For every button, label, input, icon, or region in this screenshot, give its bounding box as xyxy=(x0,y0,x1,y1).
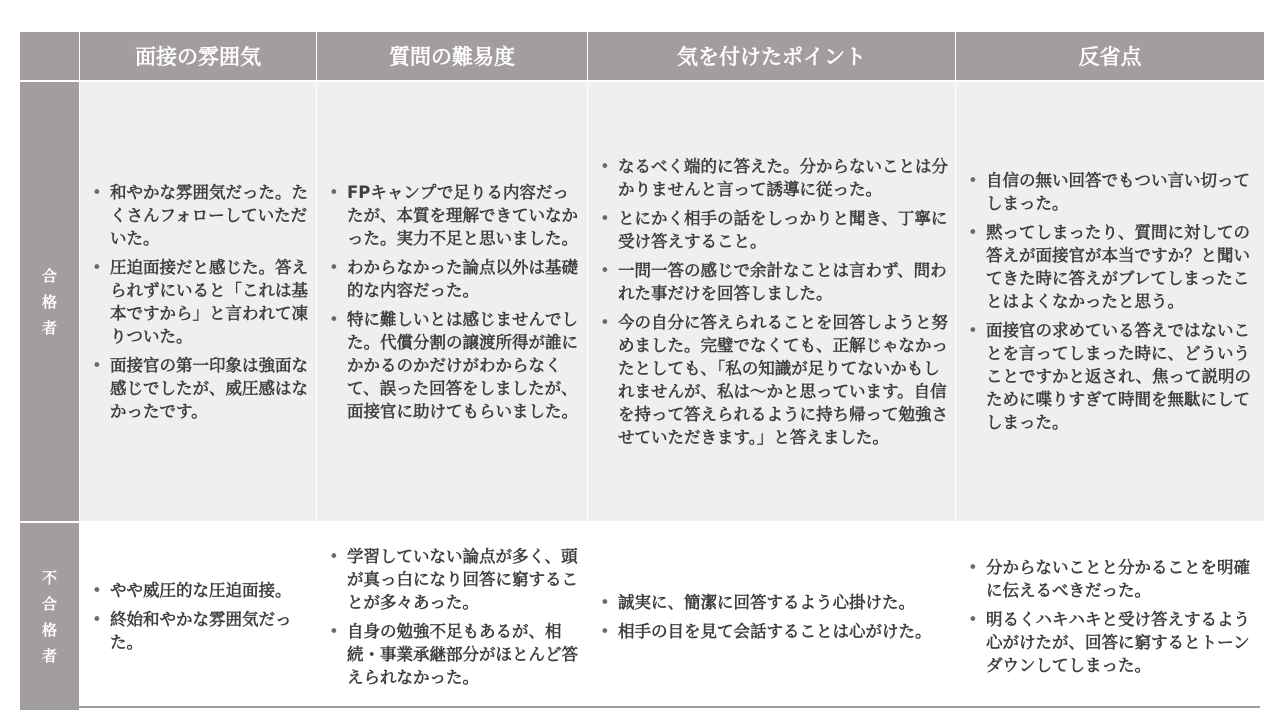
table-bottom-border xyxy=(20,706,1260,708)
cell-passed-points xyxy=(588,82,955,521)
header-points: 気を付けたポイント xyxy=(588,32,955,80)
row-label-char: 者 xyxy=(41,318,57,337)
row-label-char: 不 xyxy=(41,568,57,587)
header-corner-cell xyxy=(20,32,79,80)
interview-table xyxy=(20,32,1260,706)
list-item: • 誠実に、簡潔に回答するよう心掛けた。 xyxy=(596,591,949,614)
cell-passed-reflection xyxy=(956,82,1264,521)
cell-failed-reflection xyxy=(956,523,1264,710)
list-item: • 面接官の求めている答えではないことを言ってしまった時に、どういうことですかと返され、焦って説明のために喋りすぎて時間を無駄にしてしまった。 xyxy=(964,319,1258,434)
header-reflection: 反省点 xyxy=(956,32,1264,80)
row-label-char: 合 xyxy=(41,594,57,613)
cell-failed-difficulty xyxy=(317,523,587,710)
row-label-passed xyxy=(20,82,79,521)
list-item: • 相手の目を見て会話することは心がけた。 xyxy=(596,620,949,643)
list-item: • やや威圧的な圧迫面接。 xyxy=(88,579,310,602)
cell-passed-atmosphere xyxy=(80,82,316,521)
cell-failed-points xyxy=(588,523,955,710)
list-item: • 自信の無い回答でもつい言い切ってしまった。 xyxy=(964,169,1258,215)
list-item: • 一問一答の感じで余計なことは言わず、問われた事だけを回答しました。 xyxy=(596,259,949,305)
list-item: • 学習していない論点が多く、頭が真っ白になり回答に窮することが多々あった。 xyxy=(325,545,581,614)
list-item: • なるべく端的に答えた。分からないことは分かりませんと言って誘導に従った。 xyxy=(596,155,949,201)
cell-passed-difficulty xyxy=(317,82,587,521)
row-label-char: 合 xyxy=(41,266,57,285)
row-label-char: 格 xyxy=(41,620,57,639)
list-item: • 自身の勉強不足もあるが、相続・事業承継部分がほとんど答えられなかった。 xyxy=(325,620,581,689)
list-item: • 圧迫面接だと感じた。答えられずにいると「これは基本ですから」と言われて凍りついた。 xyxy=(88,256,310,348)
row-label-char: 格 xyxy=(41,292,57,311)
list-item: • わからなかった論点以外は基礎的な内容だった。 xyxy=(325,256,581,302)
list-item: • 終始和やかな雰囲気だった。 xyxy=(88,608,310,654)
header-atmosphere: 面接の雰囲気 xyxy=(80,32,316,80)
cell-failed-atmosphere xyxy=(80,523,316,710)
header-difficulty: 質問の難易度 xyxy=(317,32,587,80)
row-label-failed xyxy=(20,523,79,710)
list-item: • 和やかな雰囲気だった。たくさんフォローしていただいた。 xyxy=(88,181,310,250)
list-item: • 今の自分に答えられることを回答しようと努めました。完璧でなくても、正解じゃなかったとしても、「私の知識が足りてないかもしれませんが、私は～かと思っています。自信を持って答えられるように持ち帰って勉強させていただきます。」と答えました。 xyxy=(596,311,949,449)
row-label-char: 者 xyxy=(41,646,57,665)
list-item: • FPキャンプで足りる内容だったが、本質を理解できていなかった。実力不足と思いました。 xyxy=(325,181,581,250)
list-item: • 特に難しいとは感じませんでした。代償分割の譲渡所得が誰にかかるのかだけがわからなくて、誤った回答をしましたが、面接官に助けてもらいました。 xyxy=(325,308,581,423)
list-item: • 分からないことと分かることを明確に伝えるべきだった。 xyxy=(964,556,1258,602)
list-item: • 明るくハキハキと受け答えするよう心がけたが、回答に窮するとトーンダウンしてしまった。 xyxy=(964,608,1258,677)
list-item: • 面接官の第一印象は強面な感じでしたが、威圧感はなかったです。 xyxy=(88,354,310,423)
list-item: • 黙ってしまったり、質問に対しての答えが面接官が本当ですか？と聞いてきた時に答えがブレてしまったことはよくなかったと思う。 xyxy=(964,221,1258,313)
list-item: • とにかく相手の話をしっかりと聞き、丁寧に受け答えすること。 xyxy=(596,207,949,253)
